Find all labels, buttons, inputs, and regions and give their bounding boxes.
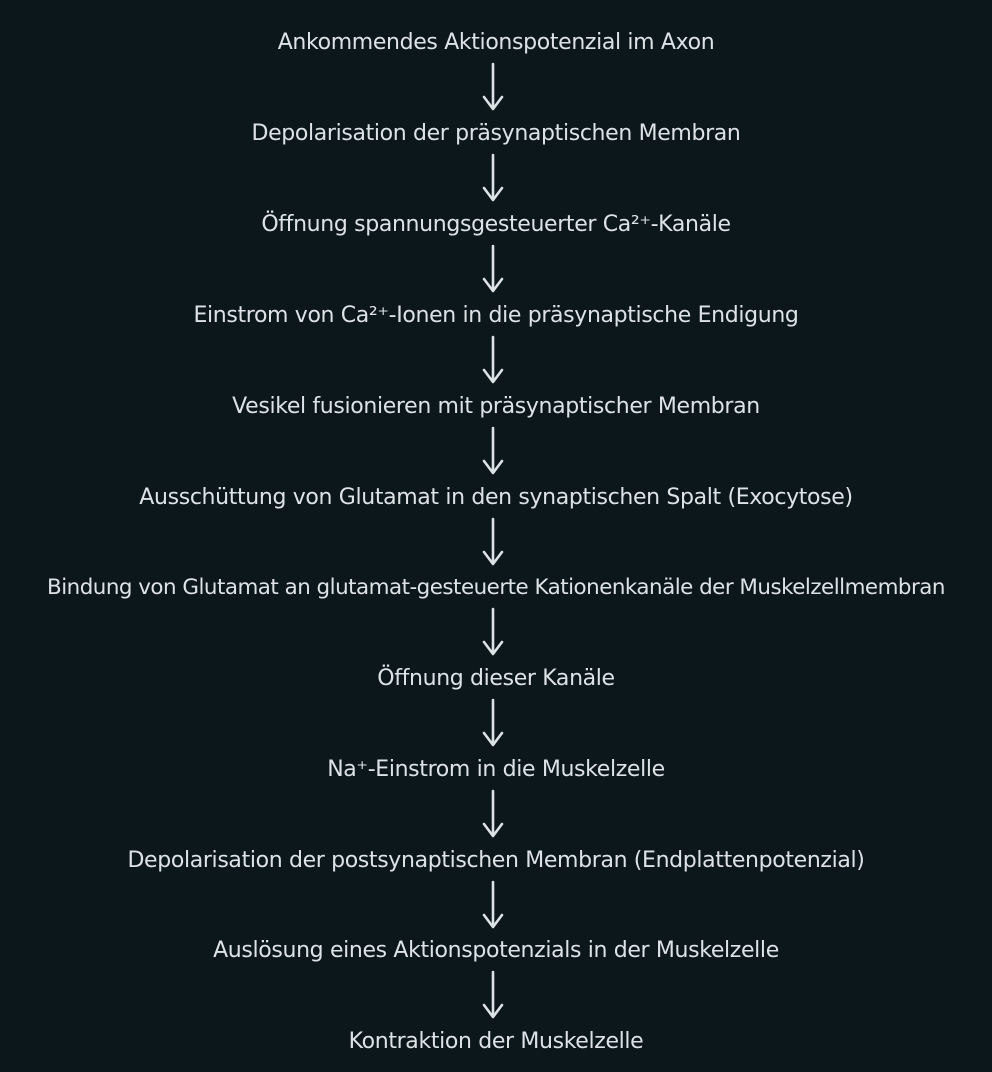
- step-4: Einstrom von Ca²⁺-Ionen in die präsynaptische Endigung: [193, 303, 799, 328]
- step-9: Na⁺-Einstrom in die Muskelzelle: [327, 757, 665, 782]
- arrow-down-icon: [481, 335, 505, 385]
- step-8: Öffnung dieser Kanäle: [377, 666, 615, 691]
- step-2: Depolarisation der präsynaptischen Membran: [251, 121, 741, 146]
- arrow-down-icon: [481, 970, 505, 1020]
- arrow-down-icon: [481, 517, 505, 567]
- arrow-down-icon: [481, 698, 505, 748]
- step-7: Bindung von Glutamat an glutamat-gesteuerte Kationenkanäle der Muskelzellmembran: [47, 575, 945, 600]
- step-12: Kontraktion der Muskelzelle: [348, 1029, 644, 1054]
- step-11: Auslösung eines Aktionspotenzials in der Muskelzelle: [213, 938, 779, 963]
- step-6: Ausschüttung von Glutamat in den synaptischen Spalt (Exocytose): [139, 485, 853, 510]
- arrow-down-icon: [481, 153, 505, 203]
- step-10: Depolarisation der postsynaptischen Membran (Endplattenpotenzial): [127, 848, 865, 873]
- arrow-down-icon: [481, 607, 505, 657]
- step-5: Vesikel fusionieren mit präsynaptischer Membran: [232, 394, 760, 419]
- arrow-down-icon: [481, 62, 505, 112]
- arrow-down-icon: [481, 880, 505, 930]
- arrow-down-icon: [481, 426, 505, 476]
- step-3: Öffnung spannungsgesteuerter Ca²⁺-Kanäle: [261, 212, 731, 237]
- step-1: Ankommendes Aktionspotenzial im Axon: [277, 30, 715, 55]
- arrow-down-icon: [481, 789, 505, 839]
- arrow-down-icon: [481, 244, 505, 294]
